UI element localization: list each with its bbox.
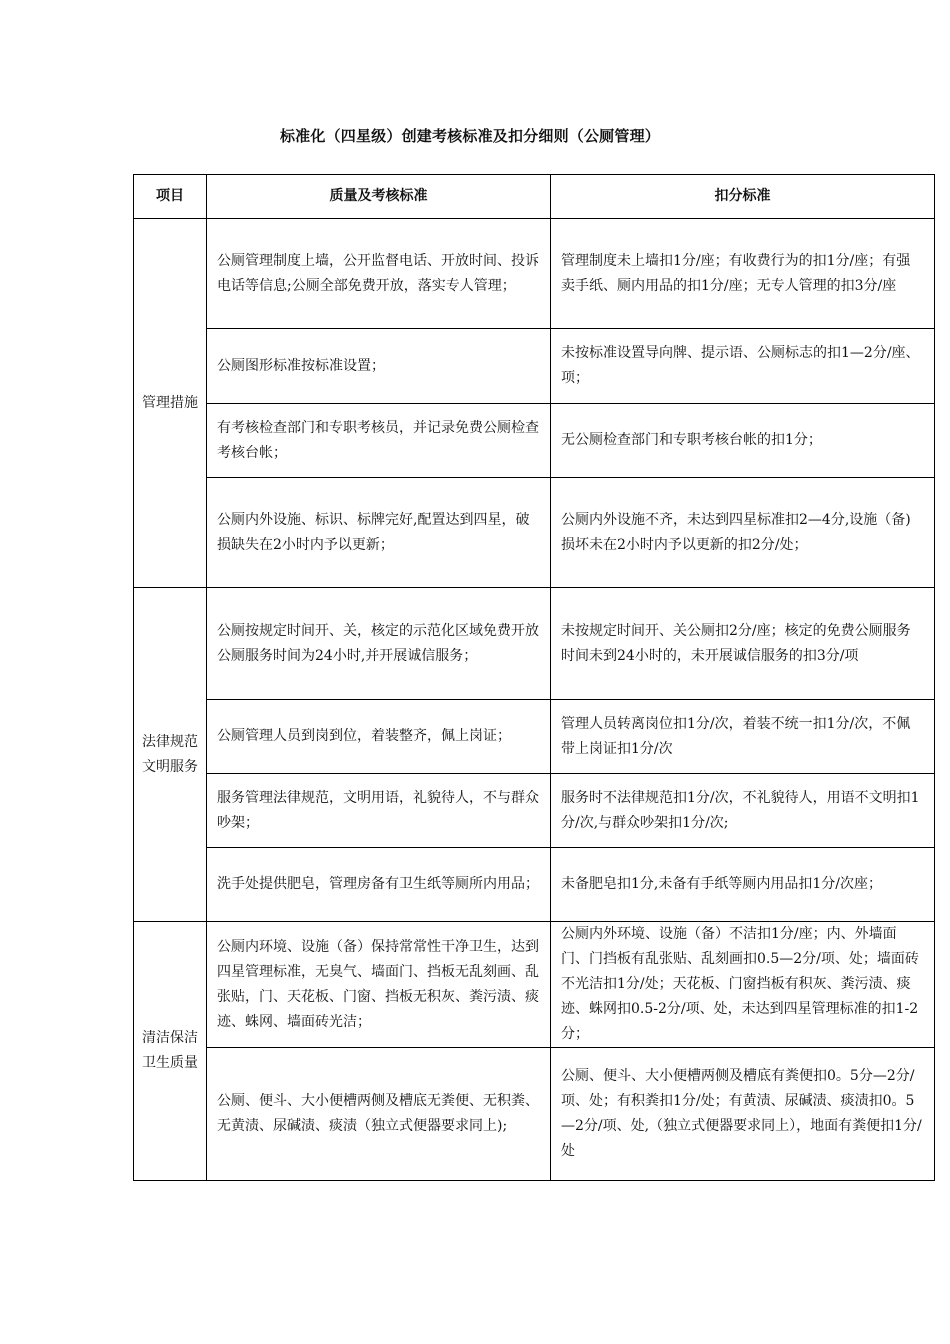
deduction-cell: 公厕、便斗、大小便槽两侧及槽底有粪便扣0。5分—2分/项、处；有积粪扣1分/处；有黄渍、尿碱渍、痰渍扣0。5—2分/项、处,（独立式便器要求同上），地面有粪便扣1分/处 — [551, 1048, 935, 1181]
deduction-cell: 公厕内外设施不齐，未达到四星标准扣2—4分,设施（备)损坏未在2小时内予以更新的扣2分/处； — [551, 478, 935, 588]
table-row — [134, 404, 935, 478]
standard-cell: 有考核检查部门和专职考核员，并记录免费公厕检查考核台帐； — [207, 404, 551, 478]
table-row — [134, 329, 935, 404]
assessment-table — [133, 174, 935, 1181]
table-row — [134, 774, 935, 848]
deduction-cell: 管理人员转离岗位扣1分/次，着装不统一扣1分/次，不佩带上岗证扣1分/次 — [551, 700, 935, 774]
standard-cell: 公厕管理人员到岗到位，着装整齐，佩上岗证； — [207, 700, 551, 774]
standard-cell: 公厕内环境、设施（备）保持常常性干净卫生，达到四星管理标准，无臭气、墙面门、挡板无乱刻画、乱张贴，门、天花板、门窗、挡板无积灰、粪污渍、痰迹、蛛网、墙面砖光洁； — [207, 922, 551, 1048]
table-row — [134, 922, 935, 1048]
table-row — [134, 478, 935, 588]
category-service: 法律规范文明服务 — [134, 588, 207, 922]
table-row — [134, 588, 935, 700]
category-management: 管理措施 — [134, 219, 207, 588]
table-row — [134, 700, 935, 774]
standard-cell: 公厕管理制度上墙，公开监督电话、开放时间、投诉电话等信息;公厕全部免费开放，落实专人管理； — [207, 219, 551, 329]
document-title-text: 标准化（四星级）创建考核标准及扣分细则（公厕管理） — [279, 127, 660, 145]
deduction-cell: 服务时不法律规范扣1分/次，不礼貌待人，用语不文明扣1分/次,与群众吵架扣1分/次; — [551, 774, 935, 848]
standard-cell: 公厕内外设施、标识、标牌完好,配置达到四星，破损缺失在2小时内予以更新； — [207, 478, 551, 588]
standard-cell: 公厕、便斗、大小便槽两侧及槽底无粪便、无积粪、无黄渍、尿碱渍、痰渍（独立式便器要求同上); — [207, 1048, 551, 1181]
deduction-cell: 管理制度未上墙扣1分/座；有收费行为的扣1分/座；有强卖手纸、厕内用品的扣1分/座；无专人管理的扣3分/座 — [551, 219, 935, 329]
category-cleaning: 清洁保洁卫生质量 — [134, 922, 207, 1181]
table-row — [134, 219, 935, 329]
table-row — [134, 848, 935, 922]
deduction-cell: 无公厕检查部门和专职考核台帐的扣1分； — [551, 404, 935, 478]
deduction-cell: 公厕内外环境、设施（备）不洁扣1分/座；内、外墙面门、门挡板有乱张贴、乱刻画扣0.5—2分/项、处；墙面砖不光洁扣1分/处；天花板、门窗挡板有积灰、粪污渍、痰迹、蛛网扣0.5-2分/项、处，未达到四星管理标准的扣1-2分； — [551, 922, 935, 1048]
standard-cell: 公厕按规定时间开、关，核定的示范化区域免费开放公厕服务时间为24小时,并开展诚信服务； — [207, 588, 551, 700]
table-header-row — [134, 175, 935, 219]
deduction-cell: 未按标准设置导向牌、提示语、公厕标志的扣1—2分/座、项； — [551, 329, 935, 404]
standard-cell: 服务管理法律规范，文明用语，礼貌待人，不与群众吵架； — [207, 774, 551, 848]
standard-cell: 洗手处提供肥皂，管理房备有卫生纸等厕所内用品； — [207, 848, 551, 922]
table-row — [134, 1048, 935, 1181]
standard-cell: 公厕图形标准按标准设置； — [207, 329, 551, 404]
deduction-cell: 未按规定时间开、关公厕扣2分/座；核定的免费公厕服务时间未到24小时的，未开展诚信服务的扣3分/项 — [551, 588, 935, 700]
deduction-cell: 未备肥皂扣1分,未备有手纸等厕内用品扣1分/次座； — [551, 848, 935, 922]
header-item: 项目 — [134, 175, 207, 219]
document-title — [0, 125, 950, 146]
header-deduction: 扣分标准 — [551, 175, 935, 219]
header-standard: 质量及考核标准 — [207, 175, 551, 219]
